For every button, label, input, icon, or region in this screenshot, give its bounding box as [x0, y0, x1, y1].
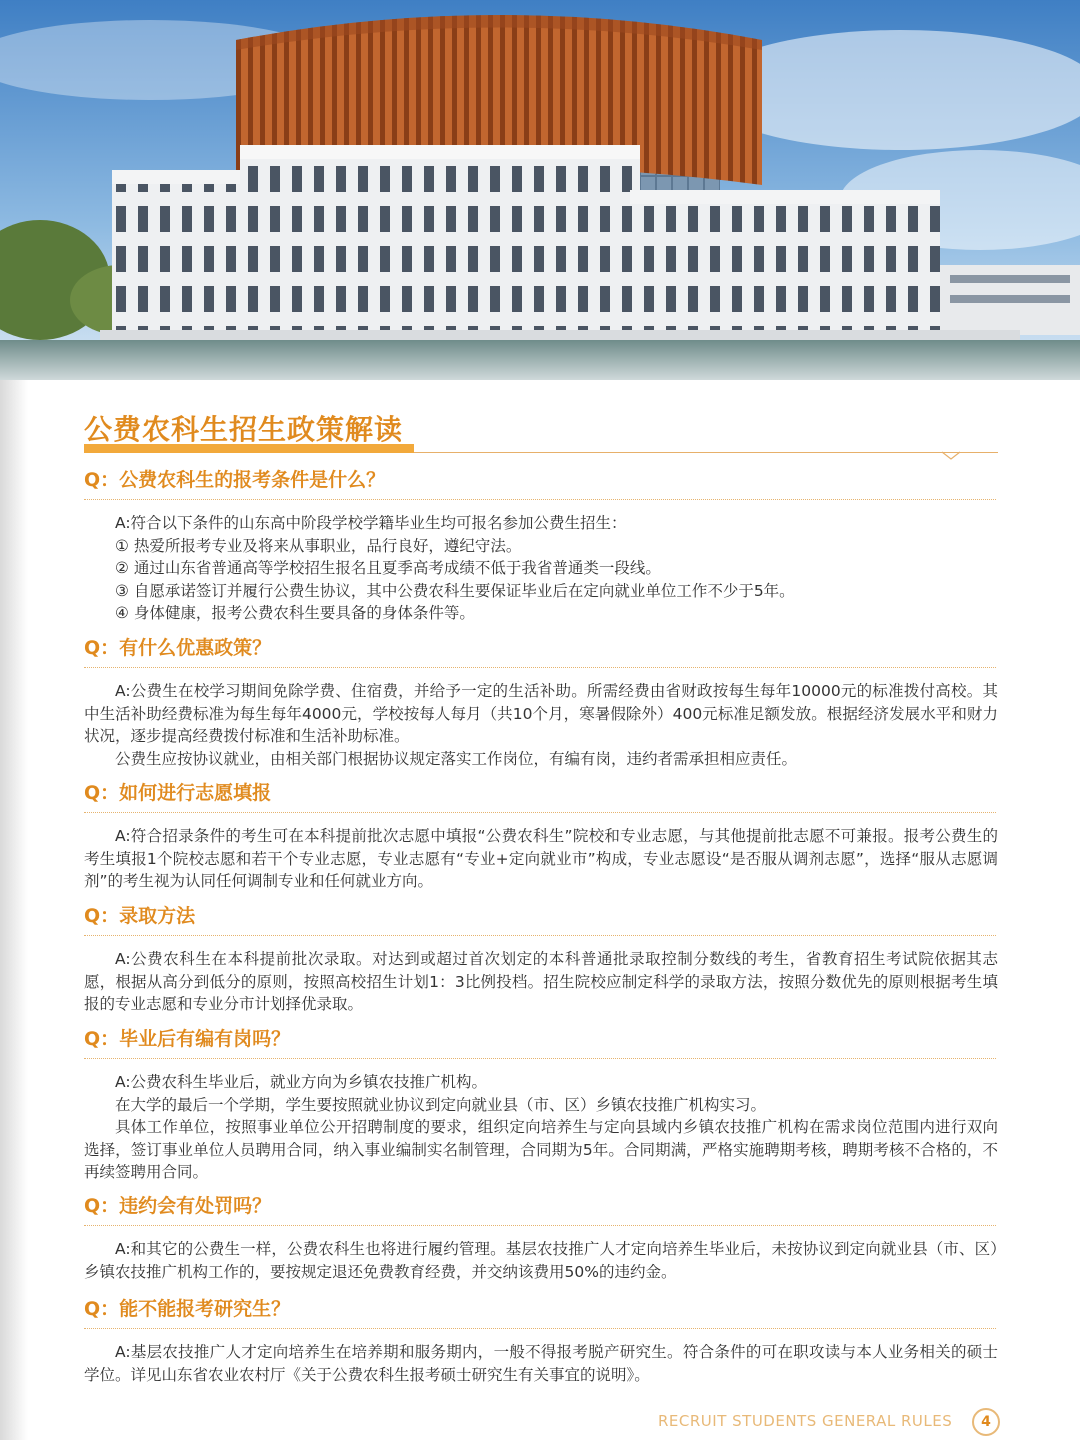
question-heading: Q：有什么优惠政策？ — [84, 637, 272, 659]
dotted-divider — [84, 1328, 996, 1329]
page-title-block — [84, 404, 998, 464]
qa-section-7 — [84, 1295, 998, 1386]
answer-text — [84, 1238, 998, 1283]
page-footer — [600, 1408, 1000, 1438]
hero-building-image — [0, 0, 1080, 380]
answer-text — [84, 948, 998, 1016]
answer-paragraph: A:和其它的公费生一样，公费农科生也将进行履约管理。基层农技推广人才定向培养生毕业后，未按协议到定向就业县（市、区）乡镇农技推广机构工作的，要按规定退还免费教育经费，并交纳该费用50%的违约金。 — [84, 1240, 998, 1281]
dotted-divider — [84, 667, 996, 668]
answer-text — [84, 680, 998, 770]
answer-paragraph: ① 热爱所报考专业及将来从事职业，品行良好，遵纪守法。 — [115, 536, 522, 555]
question-heading: Q：能不能报考研究生？ — [84, 1298, 291, 1320]
answer-paragraph: 在大学的最后一个学期，学生要按照就业协议到定向就业县（市、区）乡镇农技推广机构实习。 — [115, 1095, 767, 1114]
page-number: 4 — [972, 1408, 1000, 1436]
qa-section-3 — [84, 779, 998, 893]
dotted-divider — [84, 499, 996, 500]
question-heading: Q：公费农科生的报考条件是什么？ — [84, 469, 386, 491]
answer-paragraph: 公费生应按协议就业，由相关部门根据协议规定落实工作岗位，有编有岗，违约者需承担相应责任。 — [115, 749, 798, 768]
page-title: 公费农科生招生政策解读 — [84, 413, 404, 446]
footer-caption: RECRUIT STUDENTS GENERAL RULES — [658, 1412, 953, 1430]
answer-paragraph: A:符合招录条件的考生可在本科提前批次志愿中填报“公费农科生”院校和专业志愿，与其他提前批志愿不可兼报。报考公费生的考生填报1个院校志愿和若干个专业志愿，专业志愿有“专业+定向就业市”构成，专业志愿设“是否服从调剂志愿”，选择“服从志愿调剂”的考生视为认同任何调制专业和任何就业方向。 — [84, 827, 998, 890]
answer-paragraph: A:基层农技推广人才定向培养生在培养期和服务期内，一般不得报考脱产研究生。符合条件的可在职攻读与本人业务相关的硕士学位。详见山东省农业农村厅《关于公费农科生报考硕士研究生有关事宜的说明》。 — [84, 1343, 998, 1384]
qa-section-1 — [84, 466, 998, 625]
answer-paragraph: A:符合以下条件的山东高中阶段学校学籍毕业生均可报名参加公费生招生： — [115, 514, 627, 532]
qa-section-2 — [84, 634, 998, 770]
answer-paragraph: ② 通过山东省普通高等学校招生报名且夏季高考成绩不低于我省普通类一段线。 — [115, 559, 661, 577]
qa-section-4 — [84, 902, 998, 1016]
dotted-divider — [84, 812, 996, 813]
answer-text — [84, 1071, 998, 1184]
chevron-down-icon — [942, 448, 960, 460]
question-heading: Q：如何进行志愿填报 — [84, 782, 272, 804]
qa-section-6 — [84, 1192, 998, 1283]
answer-paragraph: A:公费农科生毕业后，就业方向为乡镇农技推广机构。 — [115, 1073, 488, 1091]
title-rule — [414, 452, 998, 453]
answer-text — [84, 512, 998, 625]
question-heading: Q：毕业后有编有岗吗？ — [84, 1028, 291, 1050]
dotted-divider — [84, 1058, 996, 1059]
answer-text — [84, 1341, 998, 1386]
dotted-divider — [84, 935, 996, 936]
page-fold-shadow — [0, 380, 28, 1440]
answer-paragraph: 具体工作单位，按照事业单位公开招聘制度的要求，组织定向培养生与定向县域内乡镇农技推广机构在需求岗位范围内进行双向选择，签订事业单位人员聘用合同，纳入事业编制实名制管理，合同期为5年。合同期满，严格实施聘期考核，聘期考核不合格的，不再续签聘用合同。 — [84, 1118, 998, 1181]
question-heading: Q：违约会有处罚吗？ — [84, 1195, 272, 1217]
dotted-divider — [84, 1225, 996, 1226]
answer-paragraph: ③ 自愿承诺签订并履行公费生协议，其中公费农科生要保证毕业后在定向就业单位工作不少于5年。 — [115, 581, 795, 600]
answer-text — [84, 825, 998, 893]
qa-section-5 — [84, 1025, 998, 1184]
answer-paragraph: ④ 身体健康，报考公费农科生要具备的身体条件等。 — [115, 604, 475, 622]
question-heading: Q：录取方法 — [84, 905, 196, 927]
answer-paragraph: A:公费生在校学习期间免除学费、住宿费，并给予一定的生活补助。所需经费由省财政按每生每年10000元的标准拨付高校。其中生活补助经费标准为每生每年4000元，学校按每人每月（共10个月，寒暑假除外）400元标准足额发放。根据经济发展水平和财力状况，逐步提高经费拨付标准和生活补助标准。 — [84, 682, 998, 745]
answer-paragraph: A:公费农科生在本科提前批次录取。对达到或超过首次划定的本科普通批录取控制分数线的考生，省教育招生考试院依据其志愿，根据从高分到低分的原则，按照高校招生计划1：3比例投档。招生院校应制定科学的录取方法，按照分数优先的原则根据考生填报的专业志愿和专业分市计划择优录取。 — [84, 950, 998, 1013]
